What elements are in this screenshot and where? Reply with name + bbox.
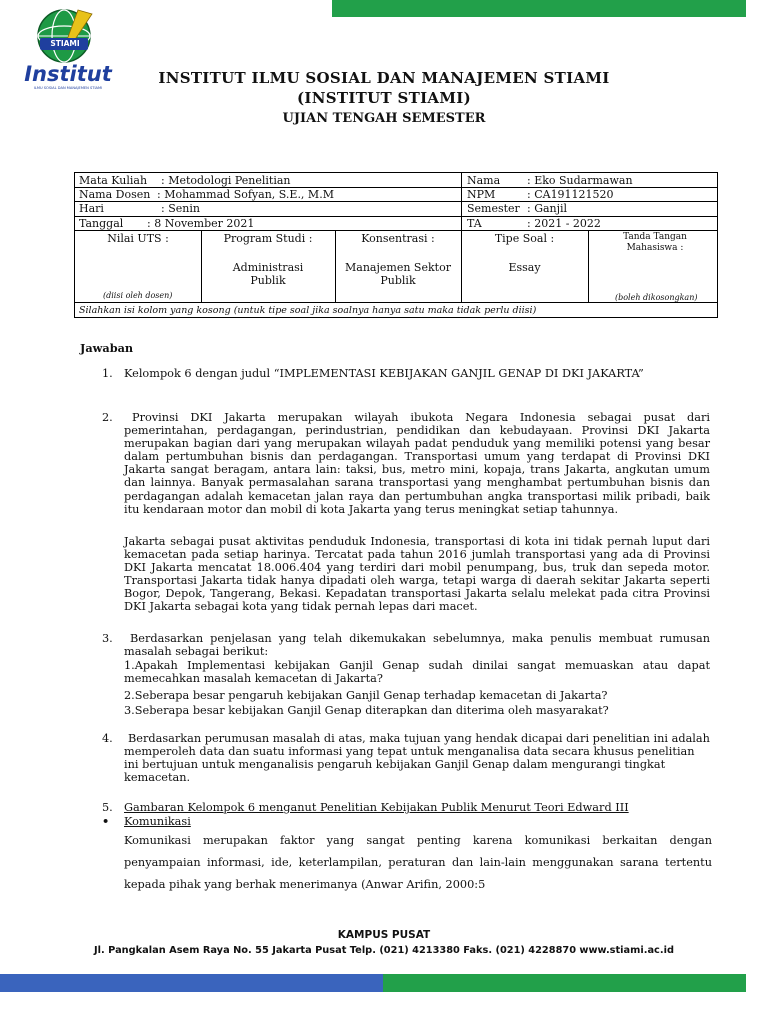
program-studi-label: Program Studi : xyxy=(223,232,313,245)
konsentrasi-value: Manajemen Sektor Publik xyxy=(345,261,451,287)
hari-value: : Senin xyxy=(161,202,200,215)
jawaban-heading: Jawaban xyxy=(80,341,134,355)
nama-value: : Eko Sudarmawan xyxy=(527,174,633,187)
answer-5-text: Gambaran Kelompok 6 menganut Penelitian Kebijakan Publik Menurut Teori Edward III xyxy=(124,801,629,814)
nama-label: Nama xyxy=(467,174,501,187)
answer-3-question-2: 2.Seberapa besar pengaruh kebijakan Ganjil Genap terhadap kemacetan di Jakarta? xyxy=(124,689,608,702)
top-green-bar xyxy=(332,0,746,17)
ta-label: TA xyxy=(467,217,482,230)
mata-kuliah-label: Mata Kuliah xyxy=(79,174,148,187)
tanggal-value: : 8 November 2021 xyxy=(147,217,255,230)
answer-4-text: Berdasarkan perumusan masalah di atas, maka tujuan yang hendak dicapai dari penelitian ini adalah memperoleh data dan suatu informasi yang tepat untuk menganalisa data secara khusus penelitian ini bertujuan untuk menganalisis pengaruh kebijakan Ganjil Genap dalam mengurangi tingkat kemacetan. xyxy=(124,732,710,785)
tanggal-label: Tanggal xyxy=(79,217,124,230)
npm-value: : CA191121520 xyxy=(527,188,614,201)
semester-label: Semester xyxy=(467,202,520,215)
logo-badge-text: STIAMI xyxy=(50,39,80,48)
bottom-green-bar xyxy=(383,974,746,992)
hari-label: Hari xyxy=(79,202,104,215)
mata-kuliah-value: : Metodologi Penelitian xyxy=(161,174,291,187)
answer-4-number: 4. xyxy=(102,732,113,745)
answer-3-number: 3. xyxy=(102,632,113,645)
answer-1-number: 1. xyxy=(102,367,113,380)
konsentrasi-label: Konsentrasi : xyxy=(361,232,435,245)
diisi-oleh-dosen-note: (diisi oleh dosen) xyxy=(103,291,173,300)
table-instruction: Silahkan isi kolom yang kosong (untuk tipe soal jika soalnya hanya satu maka tidak perlu diisi) xyxy=(79,305,537,316)
nilai-uts-label: Nilai UTS : xyxy=(107,232,169,245)
exam-title: UJIAN TENGAH SEMESTER xyxy=(282,111,486,126)
answer-2-paragraph-1: Provinsi DKI Jakarta merupakan wilayah ibukota Negara Indonesia sebagai pusat dari pemerintahan, perdagangan, perindustrian, pendidikan dan kebudayaan. Provinsi DKI Jakarta merupakan bagian dari yang merupakan wilayah padat penduduk yang memiliki potensi yang besar dalam pertumbuhan bisnis dan perdagangan. Transportasi umum yang terdapat di Provinsi DKI Jakarta sangat beragam, antara lain: taksi, bus, metro mini, kopaja, trans Jakarta, angkutan umum dan lainnya. Banyak permasalahan sarana transportasi yang menghambat pertumbuhan bisnis dan perdagangan adalah kemacetan jalan raya dan pertumbuhan angka transportasi milik pribadi, baik itu kendaraan motor dan mobil di kota Jakarta yang terus meningkat setiap tahunnya. xyxy=(124,411,710,516)
bottom-blue-bar xyxy=(0,974,383,992)
komunikasi-text: Komunikasi merupakan faktor yang sangat penting karena komunikasi berkaitan dengan penyampaian informasi, ide, keterlampilan, peraturan dan lain-lain menggunakan sarana tertentu kepada pihak yang berhak menerimanya (Anwar Arifin, 2000:5 xyxy=(124,834,712,891)
footer-address: Jl. Pangkalan Asem Raya No. 55 Jakarta Pusat Telp. (021) 4213380 Faks. (021) 4228870 www.stiami.ac.id xyxy=(94,945,674,956)
npm-label: NPM xyxy=(467,188,496,201)
tanda-tangan-label: Tanda Tangan Mahasiswa : xyxy=(623,232,687,253)
tipe-soal-value: Essay xyxy=(508,261,541,274)
answer-3-question-3: 3.Seberapa besar kebijakan Ganjil Genap diterapkan dan diterima oleh masyarakat? xyxy=(124,704,609,717)
answer-2-paragraph-2: Jakarta sebagai pusat aktivitas penduduk Indonesia, transportasi di kota ini tidak pernah luput dari kemacetan pada setiap harinya. Tercatat pada tahun 2016 jumlah transportasi yang ada di Provinsi DKI Jakarta mencatat 18.006.404 yang terdiri dari mobil penumpang, bus, truk dan sepeda motor. Transportasi Jakarta tidak hanya dipadati oleh warga, tetapi warga di daerah sekitar Jakarta seperti Bogor, Depok, Tangerang, Bekasi. Kepadatan transportasi Jakarta selalu melekat pada citra Provinsi DKI Jakarta sebagai kota yang tidak pernah lepas dari macet. xyxy=(124,535,710,614)
tipe-soal-label: Tipe Soal : xyxy=(494,232,555,245)
program-studi-value: Administrasi Publik xyxy=(232,261,304,287)
answer-3-intro: Berdasarkan penjelasan yang telah dikemukakan sebelumnya, maka penulis membuat rumusan masalah sebagai berikut: xyxy=(124,632,710,659)
answer-3-question-1: 1.Apakah Implementasi kebijakan Ganjil Genap sudah dinilai sangat memuaskan atau dapat memecahkan masalah kemacetan di Jakarta? xyxy=(124,659,710,686)
answer-1-text: Kelompok 6 dengan judul “IMPLEMENTASI KEBIJAKAN GANJIL GENAP DI DKI JAKARTA” xyxy=(124,367,644,380)
institution-name: INSTITUT ILMU SOSIAL DAN MANAJEMEN STIAMI xyxy=(158,69,610,87)
exam-info-table xyxy=(74,172,718,318)
nama-dosen-value: : Mohammad Sofyan, S.E., M.M xyxy=(157,188,334,201)
logo-wordmark: Institut xyxy=(24,62,112,86)
institution-short-name: (INSTITUT STIAMI) xyxy=(297,89,471,107)
logo-subtext: ILMU SOSIAL DAN MANAJEMEN STIAMI xyxy=(33,86,103,90)
answer-5-number: 5. xyxy=(102,801,113,814)
boleh-dikosongkan-note: (boleh dikosongkan) xyxy=(615,293,698,302)
answer-2-number: 2. xyxy=(102,411,113,424)
komunikasi-title: Komunikasi xyxy=(124,815,191,828)
bullet-marker: • xyxy=(102,814,110,828)
footer-campus-title: KAMPUS PUSAT xyxy=(337,929,431,941)
ta-value: : 2021 - 2022 xyxy=(527,217,601,230)
semester-value: : Ganjil xyxy=(527,202,568,215)
nama-dosen-label: Nama Dosen xyxy=(79,188,151,201)
